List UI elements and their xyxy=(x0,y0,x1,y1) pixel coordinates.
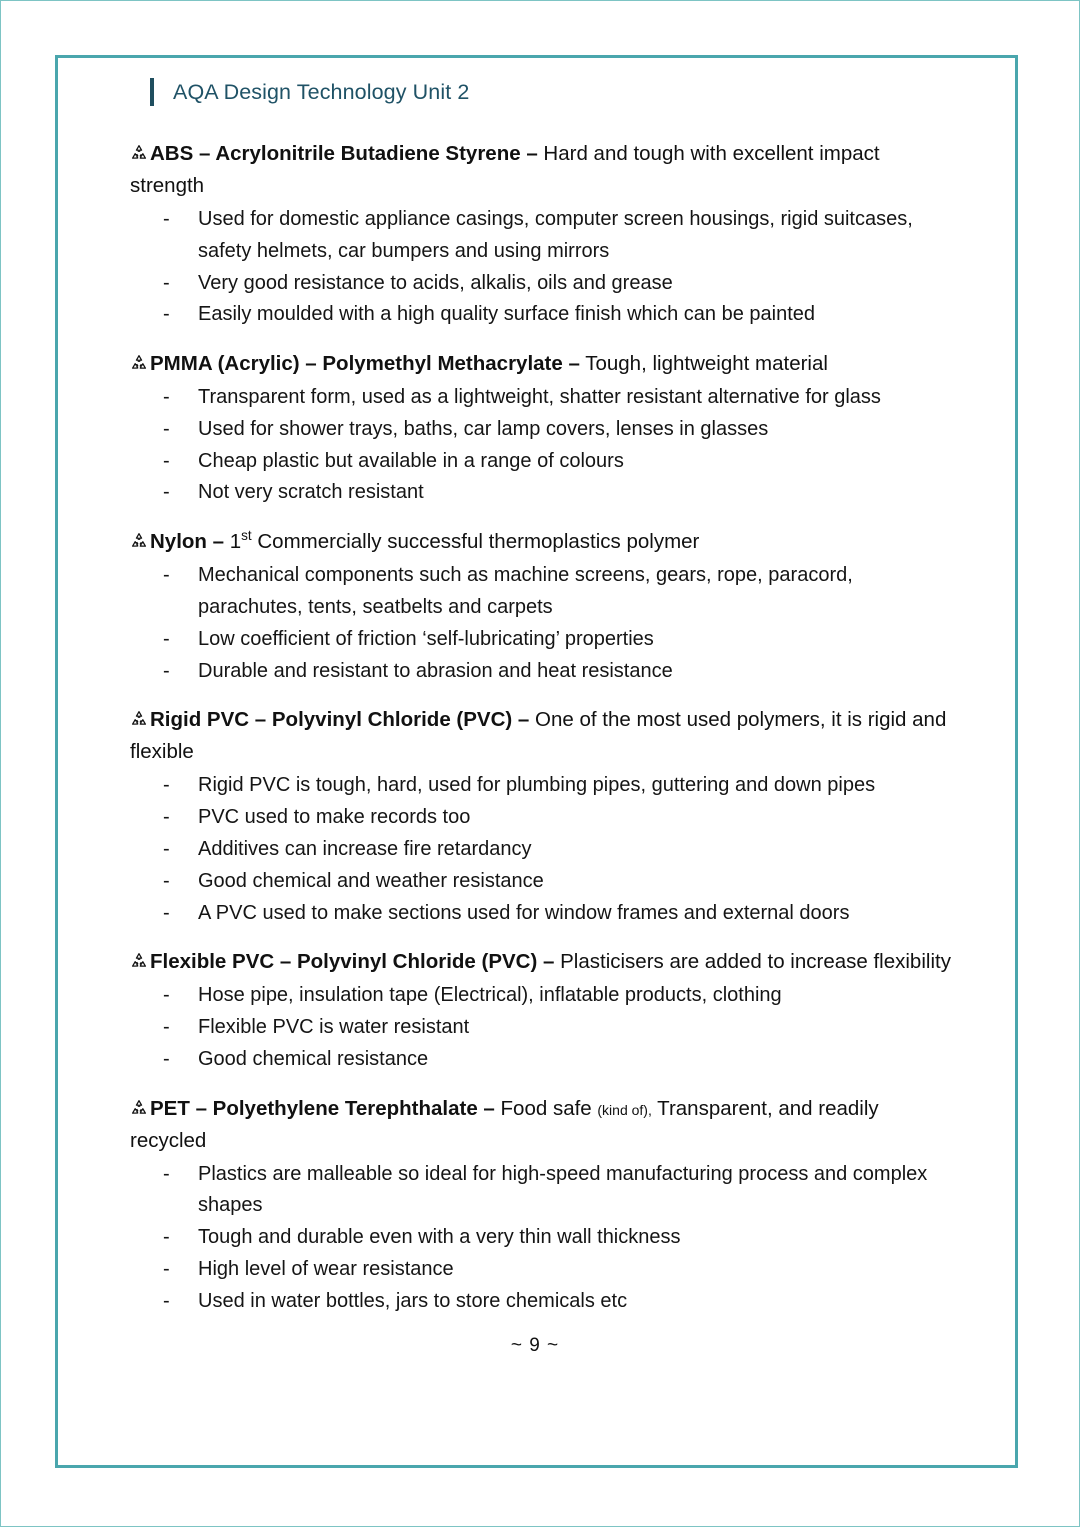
list-item: - Low coefficient of friction ‘self-lubricating’ properties xyxy=(130,624,957,656)
page-title: AQA Design Technology Unit 2 xyxy=(173,79,470,104)
list-item: - Flexible PVC is water resistant xyxy=(130,1012,957,1044)
heading-term: PET – Polyethylene Terephthalate – xyxy=(150,1096,495,1120)
section-heading-flexible-pvc xyxy=(130,946,957,978)
section-heading-rigid-pvc xyxy=(130,704,957,768)
list-item: - Used for shower trays, baths, car lamp covers, lenses in glasses xyxy=(130,414,957,446)
section-pet xyxy=(130,1093,957,1318)
list-item: - Rigid PVC is tough, hard, used for plumbing pipes, guttering and down pipes xyxy=(130,770,957,802)
recycling-symbol-icon xyxy=(129,143,149,163)
recycling-symbol-icon xyxy=(129,531,149,551)
list-item: - Cheap plastic but available in a range of colours xyxy=(130,446,957,478)
heading-term: Nylon – xyxy=(150,530,225,554)
heading-description: Commercially successful thermoplastics polymer xyxy=(251,530,700,554)
bullet-list-pet xyxy=(130,1159,957,1318)
list-item: - High level of wear resistance xyxy=(130,1254,957,1286)
section-abs xyxy=(130,138,957,331)
heading-term: Rigid PVC – Polyvinyl Chloride (PVC) – xyxy=(150,708,530,732)
heading-description: Tough, lightweight material xyxy=(579,352,828,376)
heading-term: ABS – Acrylonitrile Butadiene Styrene – xyxy=(150,142,538,165)
list-item: - Not very scratch resistant xyxy=(130,477,957,509)
list-item: - A PVC used to make sections used for window frames and external doors xyxy=(130,898,957,930)
recycling-symbol-icon xyxy=(129,709,149,729)
recycling-symbol-icon xyxy=(129,353,149,373)
section-pmma xyxy=(130,348,957,509)
heading-aside-note: (kind of), xyxy=(597,1101,652,1118)
section-rigid-pvc xyxy=(130,704,957,929)
list-item: - Plastics are malleable so ideal for high-speed manufacturing process and complex shapes xyxy=(130,1159,957,1223)
list-item: - Hose pipe, insulation tape (Electrical), inflatable products, clothing xyxy=(130,980,957,1012)
heading-term: Flexible PVC – Polyvinyl Chloride (PVC) – xyxy=(150,950,555,974)
section-heading-pmma xyxy=(130,348,957,380)
list-item: - Tough and durable even with a very thin wall thickness xyxy=(130,1222,957,1254)
list-item: - Easily moulded with a high quality surface finish which can be painted xyxy=(130,299,957,331)
document-page xyxy=(55,55,1018,1468)
document-header xyxy=(103,78,967,106)
recycling-symbol-icon xyxy=(129,951,149,971)
section-heading-pet xyxy=(130,1093,957,1157)
list-item: - Good chemical and weather resistance xyxy=(130,866,957,898)
section-flexible-pvc xyxy=(130,946,957,1075)
heading-term: PMMA (Acrylic) – Polymethyl Methacrylate – xyxy=(150,352,580,376)
heading-description: Transparent, and readily recycled xyxy=(130,1096,879,1152)
section-heading-abs xyxy=(130,138,957,202)
heading-description-pre: 1 xyxy=(224,530,242,554)
list-item: - Additives can increase fire retardancy xyxy=(130,834,957,866)
list-item: - Durable and resistant to abrasion and heat resistance xyxy=(130,656,957,688)
section-nylon xyxy=(130,526,957,687)
bullet-list-flexible-pvc xyxy=(130,980,957,1075)
document-body xyxy=(103,138,967,1318)
heading-description: Plasticisers are added to increase flexibility xyxy=(554,950,951,974)
list-item: - Mechanical components such as machine screens, gears, rope, paracord, parachutes, tents, seatbelts and carpets xyxy=(130,560,957,624)
header-accent-bar xyxy=(150,78,154,106)
list-item: - Used in water bottles, jars to store chemicals etc xyxy=(130,1286,957,1318)
bullet-list-nylon xyxy=(130,560,957,687)
page-number-footer: ~ 9 ~ xyxy=(510,1334,560,1356)
list-item: - PVC used to make records too xyxy=(130,802,957,834)
list-item: - Used for domestic appliance casings, computer screen housings, rigid suitcases, safety helmets, car bumpers and using mirrors xyxy=(130,204,957,268)
recycling-symbol-icon xyxy=(129,1098,149,1118)
section-heading-nylon xyxy=(130,526,957,558)
heading-ordinal-suffix: st xyxy=(241,528,252,544)
list-item: - Good chemical resistance xyxy=(130,1044,957,1076)
list-item: - Transparent form, used as a lightweight, shatter resistant alternative for glass xyxy=(130,382,957,414)
list-item: - Very good resistance to acids, alkalis, oils and grease xyxy=(130,268,957,300)
bullet-list-rigid-pvc xyxy=(130,770,957,929)
bullet-list-pmma xyxy=(130,382,957,509)
heading-description: One of the most used polymers, it is rigid and flexible xyxy=(130,708,947,764)
bullet-list-abs xyxy=(130,204,957,331)
heading-description-pre: Food safe xyxy=(494,1096,598,1120)
heading-description: Hard and tough with excellent impact strength xyxy=(130,142,880,197)
